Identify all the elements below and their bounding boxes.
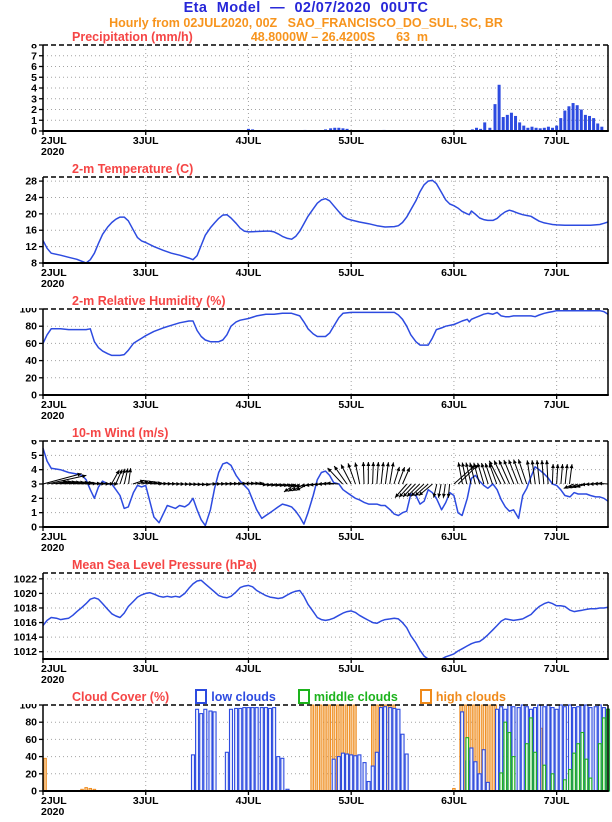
svg-text:2020: 2020 xyxy=(41,674,65,685)
header-subtitle: Hourly from 02JUL2020, 00Z SAO_FRANCISCO_DO_SUL, SC, BR xyxy=(0,16,612,30)
svg-text:80: 80 xyxy=(25,321,37,333)
svg-text:6: 6 xyxy=(31,61,37,73)
svg-text:0: 0 xyxy=(31,126,37,138)
panel-title-pressure: Mean Sea Level Pressure (hPa) xyxy=(72,559,257,572)
svg-text:1012: 1012 xyxy=(14,646,38,658)
svg-text:2020: 2020 xyxy=(41,146,65,157)
svg-text:6JUL: 6JUL xyxy=(441,399,467,411)
svg-text:4: 4 xyxy=(31,464,37,476)
svg-text:2JUL: 2JUL xyxy=(41,531,67,543)
svg-text:2JUL: 2JUL xyxy=(41,135,67,147)
svg-text:3JUL: 3JUL xyxy=(133,399,159,411)
svg-text:5: 5 xyxy=(31,72,37,84)
legend-middle-clouds: middle clouds xyxy=(314,691,398,704)
svg-text:100: 100 xyxy=(19,704,37,712)
svg-text:4JUL: 4JUL xyxy=(236,663,262,675)
svg-text:40: 40 xyxy=(25,751,37,763)
panel-humidity xyxy=(0,308,612,426)
panel-wind xyxy=(0,440,612,558)
svg-text:5JUL: 5JUL xyxy=(338,795,364,807)
svg-text:4JUL: 4JUL xyxy=(236,531,262,543)
svg-text:7JUL: 7JUL xyxy=(544,267,570,279)
middle-clouds-swatch-icon xyxy=(298,689,310,704)
svg-text:5JUL: 5JUL xyxy=(338,399,364,411)
svg-text:2JUL: 2JUL xyxy=(41,267,67,279)
svg-text:7JUL: 7JUL xyxy=(544,399,570,411)
svg-text:5JUL: 5JUL xyxy=(338,531,364,543)
svg-text:0: 0 xyxy=(31,522,37,534)
panel-title-precipitation: Precipitation (mm/h) xyxy=(72,30,193,44)
svg-text:6JUL: 6JUL xyxy=(441,531,467,543)
svg-text:0: 0 xyxy=(31,786,37,798)
svg-text:1022: 1022 xyxy=(14,573,38,585)
svg-text:1020: 1020 xyxy=(14,588,38,600)
svg-text:7JUL: 7JUL xyxy=(544,795,570,807)
svg-text:28: 28 xyxy=(25,176,37,188)
svg-text:5: 5 xyxy=(31,450,37,462)
svg-text:4JUL: 4JUL xyxy=(236,399,262,411)
svg-text:80: 80 xyxy=(25,717,37,729)
svg-text:2020: 2020 xyxy=(41,278,65,289)
svg-text:5JUL: 5JUL xyxy=(338,267,364,279)
svg-text:20: 20 xyxy=(25,768,37,780)
svg-text:2020: 2020 xyxy=(41,542,65,553)
svg-text:2: 2 xyxy=(31,104,37,116)
svg-text:5JUL: 5JUL xyxy=(338,135,364,147)
location-text: 48.8000W – 26.4200S 63 m xyxy=(251,30,428,44)
svg-text:1014: 1014 xyxy=(14,632,38,644)
svg-text:2JUL: 2JUL xyxy=(41,795,67,807)
svg-text:7: 7 xyxy=(31,50,37,62)
panel-precipitation xyxy=(0,44,612,162)
svg-text:6JUL: 6JUL xyxy=(441,267,467,279)
svg-text:7JUL: 7JUL xyxy=(544,531,570,543)
svg-text:4JUL: 4JUL xyxy=(236,267,262,279)
svg-text:24: 24 xyxy=(25,192,37,204)
svg-text:3: 3 xyxy=(31,93,37,105)
svg-text:3JUL: 3JUL xyxy=(133,663,159,675)
panel-pressure xyxy=(0,572,612,690)
svg-text:4: 4 xyxy=(31,83,37,95)
svg-text:3JUL: 3JUL xyxy=(133,267,159,279)
svg-text:2020: 2020 xyxy=(41,806,65,817)
svg-text:1: 1 xyxy=(31,115,37,127)
svg-text:5JUL: 5JUL xyxy=(338,663,364,675)
panel-cloud-cover xyxy=(0,704,612,822)
high-clouds-swatch-icon xyxy=(420,689,432,704)
svg-text:1016: 1016 xyxy=(14,617,38,629)
low-clouds-swatch-icon xyxy=(195,689,207,704)
svg-text:3JUL: 3JUL xyxy=(133,795,159,807)
panel-title-cloud-cover: Cloud Cover (%) xyxy=(72,691,169,704)
svg-text:6JUL: 6JUL xyxy=(441,795,467,807)
svg-text:4JUL: 4JUL xyxy=(236,135,262,147)
svg-text:12: 12 xyxy=(25,241,37,253)
svg-text:8: 8 xyxy=(31,44,37,52)
svg-text:60: 60 xyxy=(25,338,37,350)
svg-text:4JUL: 4JUL xyxy=(236,795,262,807)
panel-title-humidity: 2-m Relative Humidity (%) xyxy=(72,295,226,308)
svg-text:3JUL: 3JUL xyxy=(133,531,159,543)
svg-text:2JUL: 2JUL xyxy=(41,663,67,675)
svg-text:2JUL: 2JUL xyxy=(41,399,67,411)
legend-high-clouds: high clouds xyxy=(436,691,506,704)
svg-text:2020: 2020 xyxy=(41,410,65,421)
svg-text:8: 8 xyxy=(31,258,37,270)
svg-text:60: 60 xyxy=(25,734,37,746)
cloud-legend xyxy=(195,689,506,704)
svg-text:20: 20 xyxy=(25,208,37,220)
svg-text:6JUL: 6JUL xyxy=(441,135,467,147)
panel-title-temperature: 2-m Temperature (C) xyxy=(72,163,193,176)
panel-temperature xyxy=(0,176,612,294)
svg-text:20: 20 xyxy=(25,372,37,384)
svg-text:1: 1 xyxy=(31,507,37,519)
header-title: Eta Model — 02/07/2020 00UTC xyxy=(0,0,612,16)
svg-text:7JUL: 7JUL xyxy=(544,135,570,147)
legend-low-clouds: low clouds xyxy=(211,691,276,704)
svg-text:16: 16 xyxy=(25,225,37,237)
header-line3 xyxy=(0,30,612,44)
svg-text:3: 3 xyxy=(31,479,37,491)
svg-text:0: 0 xyxy=(31,390,37,402)
svg-text:100: 100 xyxy=(19,308,37,316)
svg-text:7JUL: 7JUL xyxy=(544,663,570,675)
svg-text:3JUL: 3JUL xyxy=(133,135,159,147)
panel-title-wind: 10-m Wind (m/s) xyxy=(72,427,168,440)
svg-text:6JUL: 6JUL xyxy=(441,663,467,675)
svg-text:2: 2 xyxy=(31,493,37,505)
svg-text:6: 6 xyxy=(31,440,37,448)
svg-text:1018: 1018 xyxy=(14,602,38,614)
svg-text:40: 40 xyxy=(25,355,37,367)
